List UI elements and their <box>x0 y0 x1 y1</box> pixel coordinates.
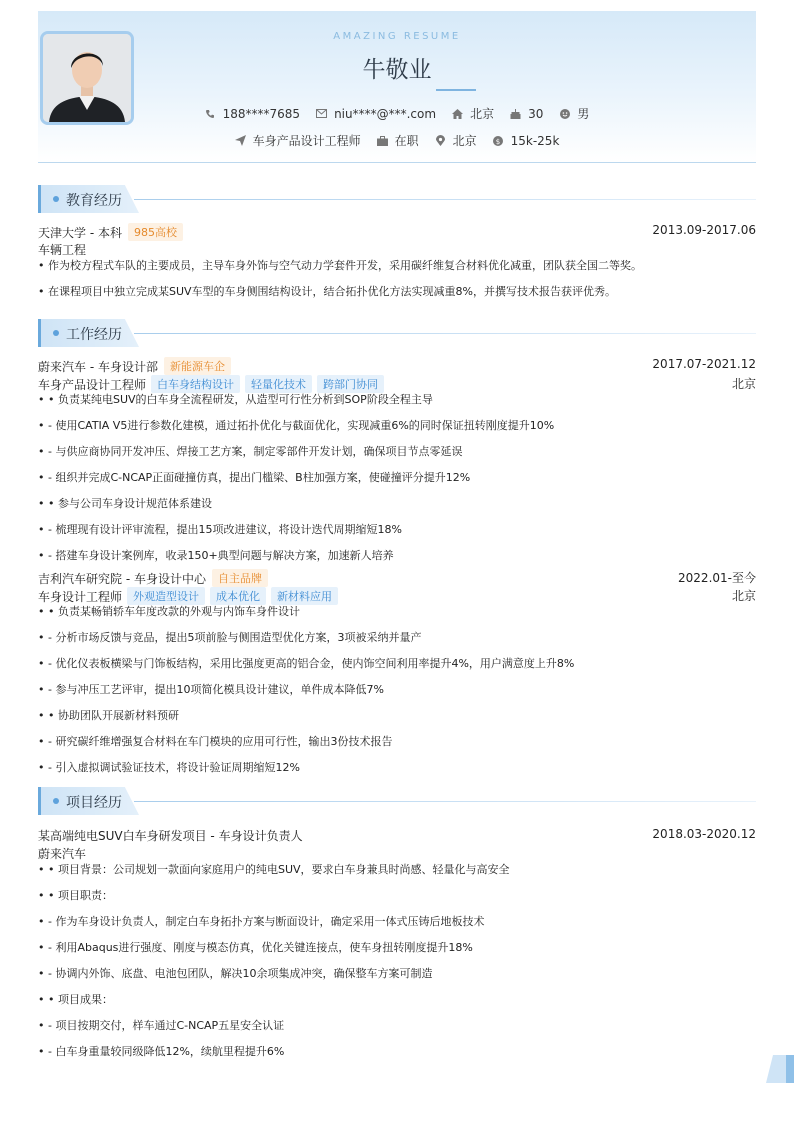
phone-text: 188****7685 <box>222 106 301 121</box>
list-item: • • 项目职责： <box>38 887 756 913</box>
section-title: 项目经历 <box>66 795 122 811</box>
work-entry-2 <box>38 567 756 785</box>
list-item: • - 搭建车身设计案例库，收录150+典型问题与解决方案，加速新人培养 <box>38 547 756 565</box>
company-name: 吉利汽车研究院 - 车身设计中心 <box>38 571 206 586</box>
location-pin-icon <box>435 135 446 146</box>
gender-text: 男 <box>577 107 590 121</box>
skill-tag: 成本优化 <box>210 587 266 605</box>
job-target-item <box>235 132 361 149</box>
list-item: • - 引入虚拟调试验证技术，将设计验证周期缩短12% <box>38 759 756 785</box>
status-item <box>377 132 419 149</box>
email-text: niu****@***.com <box>334 106 437 121</box>
list-item: • - 利用Abaqus进行强度、刚度与模态仿真，优化关键连接点，使车身扭转刚度提升18% <box>38 939 756 965</box>
education-period: 2013.09-2017.06 <box>652 223 756 237</box>
company-name: 蔚来汽车 - 车身设计部 <box>38 359 158 374</box>
project-name: 某高端纯电SUV白车身研发项目 - 车身设计负责人 <box>38 829 303 843</box>
list-item: • - 项目按期交付，样车通过C-NCAP五星安全认证 <box>38 1017 756 1043</box>
money-icon <box>493 135 504 146</box>
gender-item <box>559 105 589 122</box>
age-text: 30 <box>528 106 544 121</box>
smile-icon <box>559 108 570 119</box>
project-bullets <box>38 861 756 1069</box>
major-name: 车辆工程 <box>38 243 87 257</box>
list-item: • - 梳理现有设计评审流程，提出15项改进建议，将设计迭代周期缩短18% <box>38 521 756 547</box>
list-item: • - 优化仪表板横梁与门饰板结构，采用比强度更高的铝合金，使内饰空间利用率提升4%，用户满意度上升8% <box>38 655 756 681</box>
job-target-text: 车身产品设计工程师 <box>252 134 361 148</box>
city-text: 北京 <box>470 107 495 121</box>
list-item: • - 协调内外饰、底盘、电池包团队，解决10余项集成冲突，确保整车方案可制造 <box>38 965 756 991</box>
salary-item <box>493 134 560 148</box>
work-location: 北京 <box>731 377 756 391</box>
skill-tag: 外观造型设计 <box>127 587 205 605</box>
list-item: • - 白车身重量较同级降低12%，续航里程提升6% <box>38 1043 756 1069</box>
work-period: 2017.07-2021.12 <box>652 357 756 371</box>
school-name: 天津大学 - 本科 <box>38 225 122 240</box>
school-tag: 985高校 <box>128 223 183 241</box>
role-name: 车身产品设计工程师 <box>38 377 147 392</box>
list-item: • • 项目背景：公司规划一款面向家庭用户的纯电SUV，要求白车身兼具时尚感、轻量化与高安全 <box>38 861 756 887</box>
list-item: • - 作为车身设计负责人，制定白车身拓扑方案与断面设计，确定采用一体式压铸后地板技术 <box>38 913 756 939</box>
list-item: • - 组织并完成C-NCAP正面碰撞仿真，提出门槛梁、B柱加强方案，使碰撞评分提升12% <box>38 469 756 495</box>
candidate-name: 牛敬业 <box>362 57 432 83</box>
company-tag: 新能源车企 <box>164 357 231 375</box>
list-item: • • 负责某畅销轿车年度改款的外观与内饰车身件设计 <box>38 603 756 629</box>
skill-tag: 新材料应用 <box>271 587 338 605</box>
section-projects <box>38 787 756 815</box>
project-entry <box>38 825 756 1069</box>
section-title: 工作经历 <box>66 327 122 343</box>
list-item: • - 研究碳纤维增强复合材料在车门模块的应用可行性，输出3份技术报告 <box>38 733 756 759</box>
list-item: • 在课程项目中独立完成某SUV车型的车身侧围结构设计，结合拓扑优化方法实现减重8%，并撰写技术报告获评优秀。 <box>38 283 756 309</box>
education-major-row <box>38 239 756 257</box>
list-item: • - 分析市场反馈与竞品，提出5项前脸与侧围造型优化方案，3项被采纳并量产 <box>38 629 756 655</box>
svg-text:$: $ <box>495 137 501 146</box>
education-entry <box>38 221 756 309</box>
list-item: • • 负责某纯电SUV的白车身全流程研发，从造型可行性分析到SOP阶段全程主导 <box>38 391 756 417</box>
education-bullets <box>38 257 756 309</box>
list-item: • • 项目成果： <box>38 991 756 1017</box>
list-item: • • 协助团队开展新材料预研 <box>38 707 756 733</box>
section-title: 教育经历 <box>66 193 122 209</box>
skill-tag: 跨部门协同 <box>317 375 384 393</box>
list-item: • - 与供应商协同开发冲压、焊接工艺方案，制定零部件开发计划，确保项目节点零延误 <box>38 443 756 469</box>
skill-tag: 白车身结构设计 <box>151 375 240 393</box>
company-tag: 自主品牌 <box>212 569 268 587</box>
work-bullets <box>38 391 756 565</box>
resume-tagline: AMAZING RESUME <box>333 31 461 42</box>
mail-icon <box>316 108 327 119</box>
home-icon <box>452 108 463 119</box>
list-item: • • 参与公司车身设计规范体系建设 <box>38 495 756 521</box>
briefcase-icon <box>377 135 388 146</box>
email-item <box>316 107 436 121</box>
phone-item <box>205 107 300 121</box>
role-name: 车身设计工程师 <box>38 589 123 604</box>
list-item: • 作为校方程式车队的主要成员，主导车身外饰与空气动力学套件开发，采用碳纤维复合材料优化减重，团队获全国二等奖。 <box>38 257 756 283</box>
list-item: • - 使用CATIA V5进行参数化建模，通过拓扑优化与截面优化，实现减重6%的同时保证扭转刚度提升10% <box>38 417 756 443</box>
resume-page <box>38 11 756 1069</box>
section-work <box>38 319 756 347</box>
city-item <box>452 105 494 122</box>
contact-row <box>38 105 756 122</box>
list-item: • - 参与冲压工艺评审，提出10项简化模具设计建议，单件成本降低7% <box>38 681 756 707</box>
cake-icon <box>510 108 521 119</box>
education-head <box>38 221 756 239</box>
skill-tag: 轻量化技术 <box>245 375 312 393</box>
age-item <box>510 107 543 121</box>
project-org: 蔚来汽车 <box>38 847 87 861</box>
target-city-text: 北京 <box>452 134 477 148</box>
target-city-item <box>435 132 477 149</box>
work-entry-1 <box>38 355 756 565</box>
job-intent-row <box>38 132 756 149</box>
salary-text: 15k-25k <box>510 133 560 148</box>
section-education <box>38 185 756 213</box>
resume-header <box>38 11 756 163</box>
send-icon <box>235 135 246 146</box>
status-text: 在职 <box>394 134 419 148</box>
project-period: 2018.03-2020.12 <box>652 827 756 841</box>
name-underline <box>436 89 476 91</box>
work-location: 北京 <box>731 589 756 603</box>
work-period: 2022.01-至今 <box>678 571 756 585</box>
page-corner-accent <box>786 1055 794 1083</box>
work-bullets <box>38 603 756 785</box>
phone-icon <box>205 108 216 119</box>
